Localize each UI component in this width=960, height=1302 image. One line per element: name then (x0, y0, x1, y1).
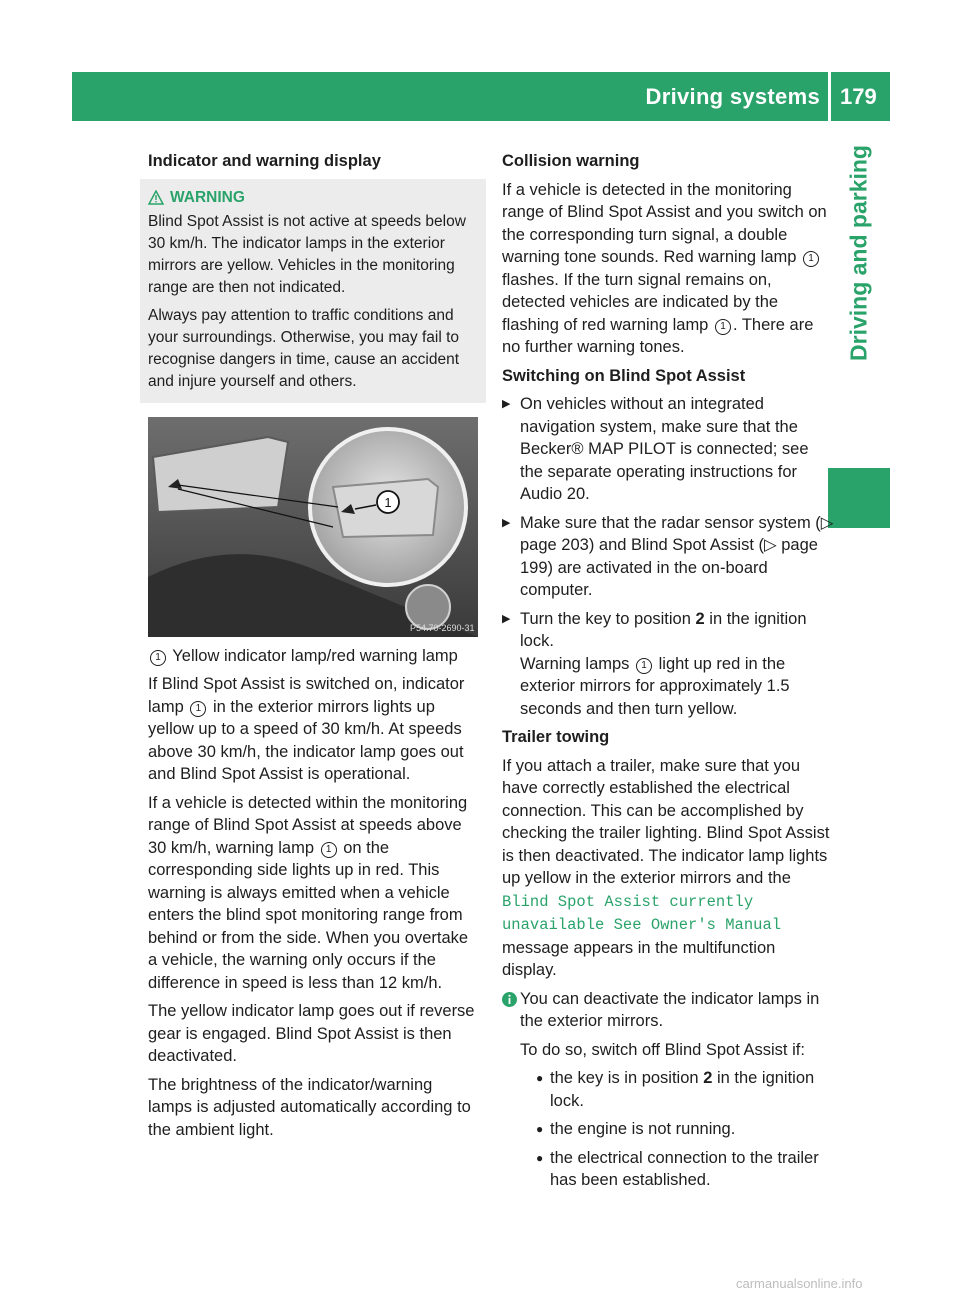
step-3: ▶ Turn the key to position 2 in the ignition lock. Warning lamps 1 light up red in the exterior mirrors for approximately 1.5 seconds and then turn yellow. (502, 608, 834, 721)
photo-callout: 1 (384, 494, 392, 510)
collision-paragraph: If a vehicle is detected in the monitoring range of Blind Spot Assist and you switch on the corresponding turn signal, a double warning tone sounds. Red warning lamp 1 flashes. If the turn signal remains on, detected vehicles are indicated by the flashing of red warning lamp 1 . There are no further warning tones. (502, 180, 827, 356)
step-arrow-icon: ▶ (502, 398, 511, 410)
mirror-photo (148, 417, 478, 637)
step-arrow-icon: ▶ (502, 516, 511, 529)
side-marker (828, 468, 890, 528)
callout-1-icon: 1 (715, 319, 731, 335)
switching-heading: Switching on Blind Spot Assist (502, 366, 746, 385)
trailer-heading: Trailer towing (502, 728, 610, 746)
warning-header (148, 187, 480, 209)
info-text-1: You can deactivate the indicator lamps in the exterior mirrors. (520, 989, 820, 1030)
bullet-item: ● the key is in position 2 in the ignition lock. (536, 1069, 815, 1110)
header-separator (828, 72, 831, 121)
callout-1-icon: 1 (321, 842, 337, 858)
step-1: ▶ On vehicles without an integrated navigation system, make sure that the Becker® MAP PILOT is connected; see the separate operating instructions for Audio 20. (502, 393, 834, 506)
left-paragraph-1: If Blind Spot Assist is switched on, indicator lamp 1 in the exterior mirrors lights up yellow up to a speed of 30 km/h. At speeds above 30 km/h, the indicator lamp goes out and Blind Spot Assist is operational. (148, 675, 465, 783)
warning-title: WARNING (170, 188, 245, 206)
right-column (502, 150, 834, 1204)
warning-box (140, 179, 486, 403)
left-paragraph-4: The brightness of the indicator/warning lamps is adjusted automatically according to the ambient light. (148, 1075, 471, 1139)
page-number: 179 (840, 84, 877, 109)
side-tab-label: Driving and parking (845, 145, 872, 361)
collision-heading: Collision warning (502, 152, 640, 170)
bullet-item: ● the engine is not running. (536, 1120, 736, 1138)
bullet-item: ● the electrical connection to the trailer has been established. (536, 1148, 819, 1189)
left-paragraph-3: The yellow indicator lamp goes out if reverse gear is engaged. Blind Spot Assist is then deactivated. (148, 1002, 475, 1065)
watermark: carmanualsonline.info (736, 1276, 863, 1291)
info-text-2: To do so, switch off Blind Spot Assist if: (520, 1040, 805, 1059)
step-2: ▶ Make sure that the radar sensor system (▷ page 203) and Blind Spot Assist (▷ page 199) are activated in the on-board computer. (502, 512, 834, 602)
trailer-paragraph: If you attach a trailer, make sure that you have correctly established the electrical connection. This can be accomplished by checking the trailer lighting. Blind Spot Assist is then deactivated. The indicator lamp lights up yellow in the exterior mirrors and the Blind Spot Assist currently unavailable See Owner's Manual message appears in the multifunction display. (502, 756, 830, 979)
callout-1-icon: 1 (803, 251, 819, 267)
indicator-heading: Indicator and warning display (148, 152, 381, 170)
left-column (148, 150, 480, 1147)
info-note (502, 988, 834, 1198)
photo-code: P54.70-2690-31 (410, 622, 475, 633)
callout-1-icon: 1 (150, 650, 166, 666)
display-message: Blind Spot Assist currently unavailable See Owner's Manual (502, 892, 782, 934)
warning-triangle-icon (148, 190, 164, 205)
warning-text-1: Blind Spot Assist is not active at speeds below 30 km/h. The indicator lamps in the exterior mirrors are yellow. Vehicles in the monitoring range are then not indicated. (148, 212, 466, 296)
warning-text-2: Always pay attention to traffic conditions and your surroundings. Otherwise, you may fail to recognise dangers in time, cause an accident and injure yourself and others. (148, 306, 460, 390)
info-icon (502, 988, 520, 1198)
section-title: Driving systems (645, 84, 820, 109)
left-paragraph-2: If a vehicle is detected within the monitoring range of Blind Spot Assist at speeds above 30 km/h, warning lamp 1 on the corresponding side lights up in red. This warning is always emitted when a vehicle enters the blind spot monitoring range from behind or from the side. When you overtake a vehicle, the warning only occurs if the difference in speed is less than 12 km/h. (148, 793, 469, 992)
callout-1-icon: 1 (190, 701, 206, 717)
callout-1-icon: 1 (636, 658, 652, 674)
photo-caption: 1 Yellow indicator lamp/red warning lamp (148, 645, 480, 668)
step-arrow-icon: ▶ (502, 612, 511, 625)
